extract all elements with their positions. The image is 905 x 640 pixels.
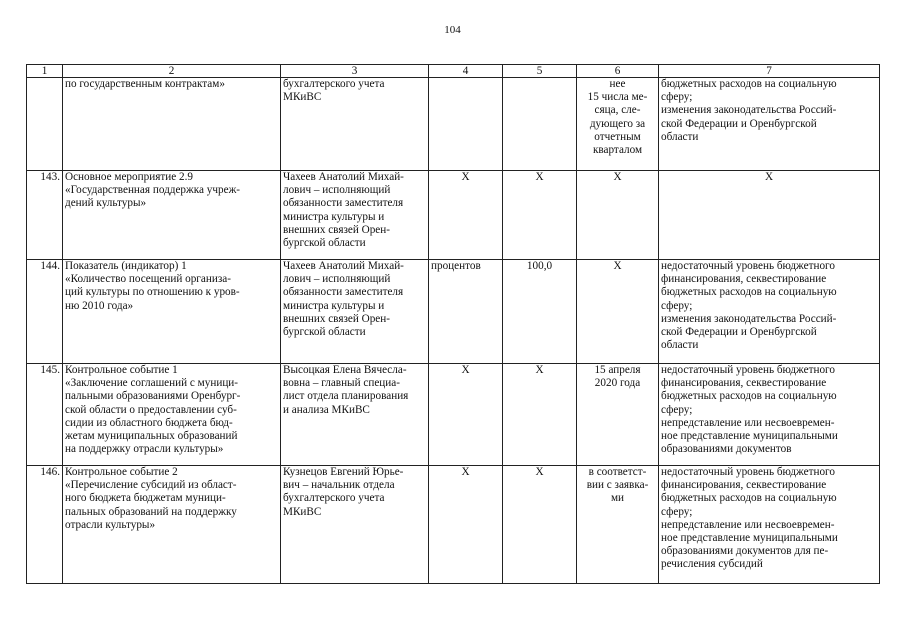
unit-cell: X [429,171,503,260]
header-row [27,65,880,78]
term-cell: в соответст- вии с заявка- ми [577,466,659,584]
measure-name: Основное мероприятие 2.9 «Государственная поддержка учреж- дений культуры» [63,171,281,260]
measure-name: Показатель (индикатор) 1 «Количество посещений организа- ций культуры по отношению к уров- ню 2010 года» [63,260,281,364]
measures-table [26,64,880,584]
term-cell: X [577,260,659,364]
header-col-7: 7 [659,65,880,78]
row-number: 146. [27,466,63,584]
page-number: 104 [444,24,461,36]
row-number: 144. [27,260,63,364]
responsible-person: Высоцкая Елена Вячесла- вовна – главный специа- лист отдела планирования и анализа МКиВС [281,364,429,466]
risks-cell: X [659,171,880,260]
unit-cell: X [429,364,503,466]
header-col-3: 3 [281,65,429,78]
value-cell [503,78,577,171]
row-number [27,78,63,171]
risks-cell: недостаточный уровень бюджетного финансирования, секвестирование бюджетных расходов на социальную сферу; непредставление или несвоевремен- ное представление муниципальными образованиями документов для пе- речисления субсидий [659,466,880,584]
row-number: 145. [27,364,63,466]
measure-name: по государственным контрактам» [63,78,281,171]
value-cell: X [503,364,577,466]
term-cell: X [577,171,659,260]
term-cell: 15 апреля 2020 года [577,364,659,466]
header-col-5: 5 [503,65,577,78]
value-cell: X [503,171,577,260]
header-col-2: 2 [63,65,281,78]
responsible-person: Кузнецов Евгений Юрье- вич – начальник отдела бухгалтерского учета МКиВС [281,466,429,584]
risks-cell: недостаточный уровень бюджетного финансирования, секвестирование бюджетных расходов на социальную сферу; непредставление или несвоевремен- ное представление муниципальными образованиями документов [659,364,880,466]
risks-cell: недостаточный уровень бюджетного финансирования, секвестирование бюджетных расходов на социальную сферу; изменения законодательства Россий- ской Федерации и Оренбургской области [659,260,880,364]
responsible-person: Чахеев Анатолий Михай- лович – исполняющий обязанности заместителя министра культуры и внешних связей Орен- бургской области [281,260,429,364]
header-col-1: 1 [27,65,63,78]
table-row [27,466,880,584]
table-row [27,171,880,260]
responsible-person: Чахеев Анатолий Михай- лович – исполняющий обязанности заместителя министра культуры и внешних связей Орен- бургской области [281,171,429,260]
header-col-4: 4 [429,65,503,78]
row-number: 143. [27,171,63,260]
term-cell: нее 15 числа ме- сяца, сле- дующего за отчетным кварталом [577,78,659,171]
responsible-person: бухгалтерского учета МКиВС [281,78,429,171]
unit-cell [429,78,503,171]
unit-cell: процентов [429,260,503,364]
header-col-6: 6 [577,65,659,78]
unit-cell: X [429,466,503,584]
table-row [27,78,880,171]
risks-cell: бюджетных расходов на социальную сферу; изменения законодательства Россий- ской Федерации и Оренбургской области [659,78,880,171]
table-row [27,364,880,466]
value-cell: X [503,466,577,584]
table-row [27,260,880,364]
measure-name: Контрольное событие 2 «Перечисление субсидий из област- ного бюджета бюджетам муници- пальных образований на поддержку отрасли культуры» [63,466,281,584]
measure-name: Контрольное событие 1 «Заключение соглашений с муници- пальными образованиями Оренбург- ской области о предоставлении суб- сидии из областного бюджета бюд- жетам муниципальных образований на поддержку отрасли культуры» [63,364,281,466]
value-cell: 100,0 [503,260,577,364]
